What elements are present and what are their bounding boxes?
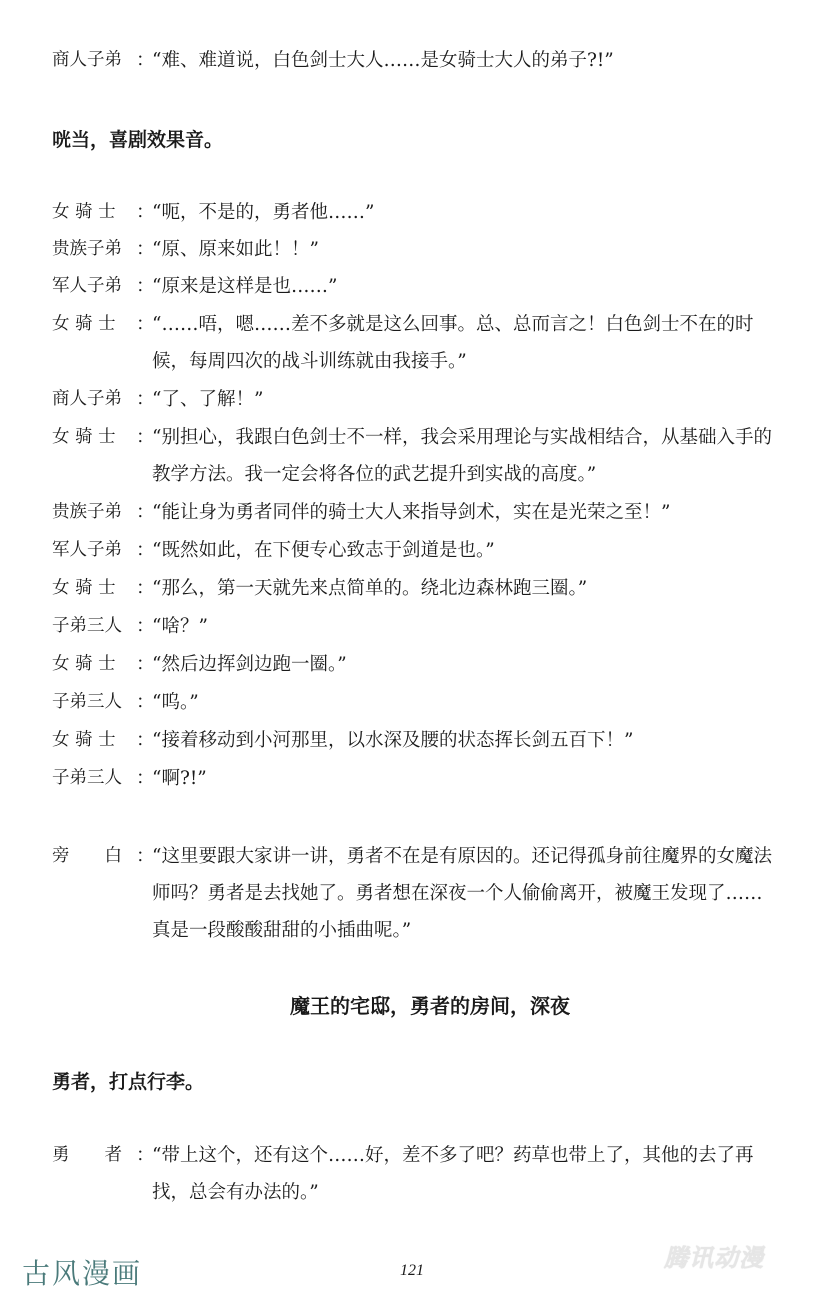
speaker-name: 贵族子弟 bbox=[52, 239, 122, 259]
speaker-name: 女 骑 士 bbox=[52, 654, 116, 674]
colon: ： bbox=[136, 730, 155, 751]
speaker-name: 子弟三人 bbox=[52, 768, 122, 788]
speech-text: “难、难道说，白色剑士大人……是女骑士大人的弟子?!” bbox=[152, 50, 614, 71]
watermark-logo-left: 古风漫画 bbox=[22, 1257, 143, 1290]
watermark-logo-right: 腾讯动漫 bbox=[664, 1244, 764, 1272]
page-number: 121 bbox=[400, 1262, 424, 1279]
colon: ： bbox=[136, 692, 155, 713]
speech-text: “呜。” bbox=[152, 692, 199, 713]
speaker-name: 子弟三人 bbox=[52, 616, 122, 636]
colon: ： bbox=[136, 276, 155, 297]
speech-text: “既然如此，在下便专心致志于剑道是也。” bbox=[152, 540, 495, 561]
speech-text: “了、了解！” bbox=[152, 389, 264, 410]
speech-text: “……唔，嗯……差不多就是这么回事。总、总而言之！白色剑士不在的时候，每周四次的战斗训练就由我接手。” bbox=[152, 314, 754, 372]
speaker-name: 女 骑 士 bbox=[52, 314, 116, 334]
stage-direction: 勇者，打点行李。 bbox=[52, 1071, 205, 1093]
speaker-name: 贵族子弟 bbox=[52, 502, 122, 522]
scene-heading: 魔王的宅邸，勇者的房间，深夜 bbox=[290, 994, 570, 1018]
speech-text: “这里要跟大家讲一讲，勇者不在是有原因的。还记得孤身前往魔界的女魔法师吗？勇者是去找她了。勇者想在深夜一个人偷偷离开，被魔王发现了……真是一段酸酸甜甜的小插曲呢。” bbox=[152, 846, 772, 941]
speech-text: “能让身为勇者同伴的骑士大人来指导剑术，实在是光荣之至！” bbox=[152, 502, 671, 523]
speaker-name: 子弟三人 bbox=[52, 692, 122, 712]
speaker-name: 旁 白 bbox=[52, 846, 122, 866]
speaker-name: 商人子弟 bbox=[52, 50, 122, 70]
colon: ： bbox=[136, 540, 155, 561]
colon: ： bbox=[136, 846, 155, 867]
speaker-name: 女 骑 士 bbox=[52, 202, 116, 222]
speech-text: “带上这个，还有这个……好，差不多了吧？药草也带上了，其他的去了再找，总会有办法的。” bbox=[152, 1145, 754, 1203]
colon: ： bbox=[136, 202, 155, 223]
colon: ： bbox=[136, 768, 155, 789]
speech-text: “别担心，我跟白色剑士不一样，我会采用理论与实战相结合，从基础入手的教学方法。我一定会将各位的武艺提升到实战的高度。” bbox=[152, 427, 772, 485]
speech-text: “呃，不是的，勇者他……” bbox=[152, 202, 375, 223]
colon: ： bbox=[136, 578, 155, 599]
speaker-name: 女 骑 士 bbox=[52, 578, 116, 598]
stage-direction: 咣当，喜剧效果音。 bbox=[52, 129, 224, 151]
colon: ： bbox=[136, 427, 155, 448]
speech-text: “啊?!” bbox=[152, 768, 207, 789]
colon: ： bbox=[136, 314, 155, 335]
colon: ： bbox=[136, 1145, 155, 1166]
colon: ： bbox=[136, 389, 155, 410]
colon: ： bbox=[136, 654, 155, 675]
speaker-name: 勇 者 bbox=[52, 1145, 122, 1165]
speaker-name: 商人子弟 bbox=[52, 389, 122, 409]
speech-text: “原、原来如此！！” bbox=[152, 239, 319, 260]
speech-text: “那么，第一天就先来点简单的。绕北边森林跑三圈。” bbox=[152, 578, 588, 599]
speech-text: “原来是这样是也……” bbox=[152, 276, 338, 297]
colon: ： bbox=[136, 239, 155, 260]
colon: ： bbox=[136, 502, 155, 523]
speech-text: “然后边挥剑边跑一圈。” bbox=[152, 654, 347, 675]
speaker-name: 军人子弟 bbox=[52, 276, 122, 296]
colon: ： bbox=[136, 50, 155, 71]
speech-text: “接着移动到小河那里，以水深及腰的状态挥长剑五百下！” bbox=[152, 730, 634, 751]
speaker-name: 军人子弟 bbox=[52, 540, 122, 560]
speaker-name: 女 骑 士 bbox=[52, 427, 116, 447]
speech-text: “啥？” bbox=[152, 616, 208, 637]
speaker-name: 女 骑 士 bbox=[52, 730, 116, 750]
colon: ： bbox=[136, 616, 155, 637]
